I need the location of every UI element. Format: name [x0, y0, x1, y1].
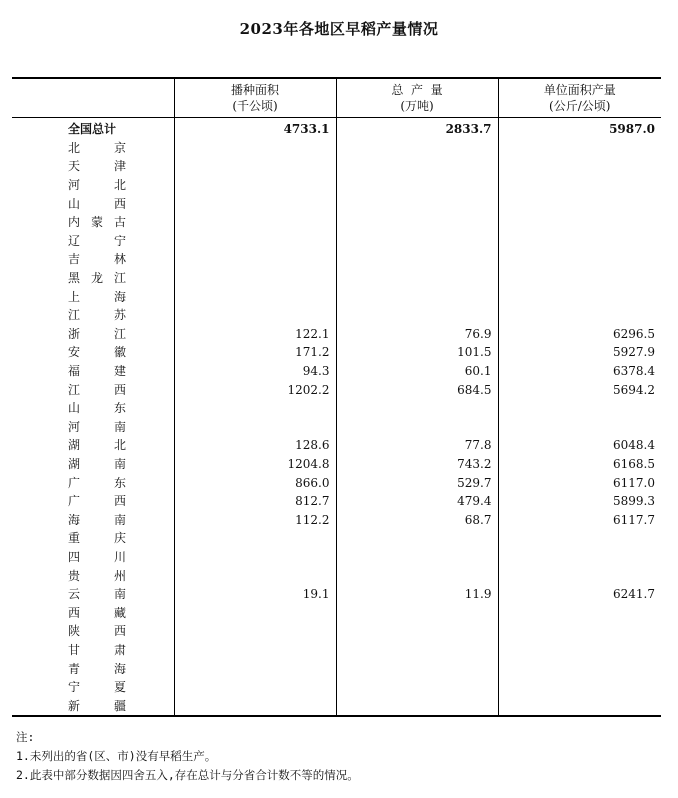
header-total-output	[336, 78, 498, 118]
total-output-cell	[336, 176, 498, 195]
sown-area-cell	[174, 269, 336, 288]
region-name: 甘肃	[68, 642, 126, 657]
header-total-output-label: 总 产 量	[391, 83, 443, 97]
yield-cell	[498, 418, 661, 437]
region-name: 四川	[68, 549, 126, 564]
total-output-cell	[336, 139, 498, 158]
table-row	[12, 250, 661, 269]
table-row	[12, 176, 661, 195]
total-output-cell	[336, 678, 498, 697]
region-name: 福建	[68, 364, 126, 379]
region-cell	[12, 510, 174, 529]
table-row	[12, 659, 661, 678]
table-row	[12, 678, 661, 697]
header-sown-area-unit: (千公顷)	[232, 99, 278, 113]
sown-area-cell: 1204.8	[174, 455, 336, 474]
yield-cell: 6168.5	[498, 455, 661, 474]
total-output-cell: 743.2	[336, 455, 498, 474]
yield-cell	[498, 232, 661, 251]
yield-cell	[498, 622, 661, 641]
table-row	[12, 622, 661, 641]
region-cell	[12, 194, 174, 213]
table-row	[12, 603, 661, 622]
table-row	[12, 287, 661, 306]
sown-area-cell: 866.0	[174, 473, 336, 492]
region-name: 陕西	[68, 624, 126, 639]
total-output-cell	[336, 306, 498, 325]
region-name: 广东	[68, 475, 126, 490]
total-output-cell	[336, 603, 498, 622]
table-row	[12, 696, 661, 716]
sown-area-cell: 4733.1	[174, 118, 336, 139]
page-title: 2023年各地区早稻产量情况	[239, 20, 439, 38]
total-output-cell	[336, 213, 498, 232]
region-name: 青海	[68, 661, 126, 676]
table-row	[12, 566, 661, 585]
yield-cell	[498, 529, 661, 548]
region-cell	[12, 566, 174, 585]
region-name: 吉林	[68, 252, 126, 267]
header-sown-area	[174, 78, 336, 118]
region-cell	[12, 343, 174, 362]
sown-area-cell: 112.2	[174, 510, 336, 529]
region-cell	[12, 641, 174, 660]
footnote-label: 注:	[16, 730, 35, 744]
table-row	[12, 473, 661, 492]
total-output-cell: 479.4	[336, 492, 498, 511]
total-output-cell: 2833.7	[336, 118, 498, 139]
sown-area-cell	[174, 139, 336, 158]
region-name: 河北	[68, 178, 126, 193]
total-output-cell	[336, 287, 498, 306]
region-cell	[12, 139, 174, 158]
yield-cell	[498, 696, 661, 716]
region-cell	[12, 380, 174, 399]
total-output-cell	[336, 622, 498, 641]
region-name: 天津	[68, 159, 126, 174]
region-cell	[12, 306, 174, 325]
rice-production-table	[12, 77, 661, 717]
total-output-cell	[336, 250, 498, 269]
region-name: 新疆	[68, 698, 126, 713]
total-output-cell	[336, 696, 498, 716]
region-name: 北京	[68, 140, 126, 155]
total-output-cell	[336, 399, 498, 418]
yield-cell	[498, 678, 661, 697]
yield-cell: 5987.0	[498, 118, 661, 139]
yield-cell: 5694.2	[498, 380, 661, 399]
yield-cell	[498, 176, 661, 195]
region-cell	[12, 436, 174, 455]
footnote-1: 1.未列出的省(区、市)没有早稻生产。	[16, 749, 217, 763]
table-row	[12, 306, 661, 325]
region-cell	[12, 529, 174, 548]
yield-cell: 6048.4	[498, 436, 661, 455]
table-row	[12, 325, 661, 344]
sown-area-cell	[174, 157, 336, 176]
region-name: 山东	[68, 401, 126, 416]
yield-cell	[498, 194, 661, 213]
sown-area-cell	[174, 622, 336, 641]
table-row	[12, 213, 661, 232]
table-row	[12, 399, 661, 418]
yield-cell	[498, 566, 661, 585]
region-name: 江苏	[68, 308, 126, 323]
region-cell	[12, 659, 174, 678]
total-output-cell	[336, 269, 498, 288]
region-name: 辽宁	[68, 233, 126, 248]
yield-cell	[498, 269, 661, 288]
sown-area-cell	[174, 678, 336, 697]
sown-area-cell	[174, 548, 336, 567]
total-output-cell: 68.7	[336, 510, 498, 529]
sown-area-cell	[174, 250, 336, 269]
region-cell	[12, 325, 174, 344]
yield-cell	[498, 287, 661, 306]
region-name: 湖北	[68, 438, 126, 453]
header-yield	[498, 78, 661, 118]
region-cell	[12, 287, 174, 306]
region-name: 云南	[68, 587, 126, 602]
table-row	[12, 194, 661, 213]
sown-area-cell	[174, 603, 336, 622]
region-cell	[12, 678, 174, 697]
table-row	[12, 232, 661, 251]
region-cell	[12, 473, 174, 492]
header-yield-label: 单位面积产量	[543, 83, 616, 97]
sown-area-cell	[174, 306, 336, 325]
table-row	[12, 362, 661, 381]
sown-area-cell	[174, 418, 336, 437]
table-row	[12, 343, 661, 362]
region-cell	[12, 585, 174, 604]
footnote-2: 2.此表中部分数据因四舍五入,存在总计与分省合计数不等的情况。	[16, 768, 359, 782]
yield-cell	[498, 250, 661, 269]
region-name: 江西	[68, 382, 126, 397]
sown-area-cell	[174, 232, 336, 251]
table-row	[12, 139, 661, 158]
sown-area-cell	[174, 213, 336, 232]
total-output-cell	[336, 529, 498, 548]
yield-cell: 5927.9	[498, 343, 661, 362]
sown-area-cell	[174, 641, 336, 660]
table-row	[12, 492, 661, 511]
region-name: 湖南	[68, 456, 126, 471]
region-name: 安徽	[68, 345, 126, 360]
table-row	[12, 641, 661, 660]
region-name: 广西	[68, 494, 126, 509]
region-name: 上海	[68, 289, 126, 304]
yield-cell: 6241.7	[498, 585, 661, 604]
table-body	[12, 118, 661, 717]
yield-cell	[498, 399, 661, 418]
sown-area-cell: 171.2	[174, 343, 336, 362]
region-cell	[12, 603, 174, 622]
sown-area-cell	[174, 659, 336, 678]
total-output-cell: 529.7	[336, 473, 498, 492]
table-row	[12, 436, 661, 455]
sown-area-cell	[174, 529, 336, 548]
total-output-cell: 684.5	[336, 380, 498, 399]
yield-cell: 6117.0	[498, 473, 661, 492]
region-name: 河南	[68, 419, 126, 434]
region-cell	[12, 213, 174, 232]
region-name: 宁夏	[68, 680, 126, 695]
region-name: 内蒙古	[68, 215, 126, 230]
yield-cell	[498, 548, 661, 567]
region-cell	[12, 118, 174, 139]
yield-cell: 6296.5	[498, 325, 661, 344]
region-name: 西藏	[68, 605, 126, 620]
total-output-cell	[336, 659, 498, 678]
total-output-cell	[336, 418, 498, 437]
region-cell	[12, 492, 174, 511]
sown-area-cell: 812.7	[174, 492, 336, 511]
region-name: 黑龙江	[68, 271, 126, 286]
table-row	[12, 529, 661, 548]
total-output-cell	[336, 548, 498, 567]
region-cell	[12, 696, 174, 716]
region-cell	[12, 269, 174, 288]
sown-area-cell: 19.1	[174, 585, 336, 604]
region-cell	[12, 176, 174, 195]
total-output-cell	[336, 232, 498, 251]
sown-area-cell	[174, 194, 336, 213]
region-name: 全国总计	[68, 122, 117, 137]
region-cell	[12, 250, 174, 269]
table-row	[12, 418, 661, 437]
yield-cell	[498, 659, 661, 678]
sown-area-cell	[174, 566, 336, 585]
total-output-cell	[336, 566, 498, 585]
header-region	[12, 78, 174, 118]
yield-cell	[498, 139, 661, 158]
region-cell	[12, 232, 174, 251]
table-row	[12, 585, 661, 604]
region-cell	[12, 455, 174, 474]
table-row	[12, 118, 661, 139]
sown-area-cell	[174, 287, 336, 306]
total-output-cell	[336, 157, 498, 176]
table-row	[12, 455, 661, 474]
table-row	[12, 380, 661, 399]
yield-cell	[498, 603, 661, 622]
region-cell	[12, 399, 174, 418]
total-output-cell: 11.9	[336, 585, 498, 604]
sown-area-cell	[174, 176, 336, 195]
yield-cell	[498, 157, 661, 176]
sown-area-cell: 122.1	[174, 325, 336, 344]
total-output-cell	[336, 194, 498, 213]
region-name: 海南	[68, 512, 126, 527]
table-row	[12, 157, 661, 176]
table-row	[12, 269, 661, 288]
total-output-cell: 101.5	[336, 343, 498, 362]
region-name: 贵州	[68, 568, 126, 583]
sown-area-cell: 1202.2	[174, 380, 336, 399]
sown-area-cell	[174, 696, 336, 716]
table-row	[12, 510, 661, 529]
total-output-cell: 76.9	[336, 325, 498, 344]
yield-cell: 6117.7	[498, 510, 661, 529]
table-row	[12, 548, 661, 567]
yield-cell	[498, 641, 661, 660]
table-header-row	[12, 78, 661, 118]
yield-cell	[498, 306, 661, 325]
region-cell	[12, 157, 174, 176]
header-yield-unit: (公斤/公顷)	[549, 99, 611, 113]
region-name: 山西	[68, 196, 126, 211]
yield-cell: 6378.4	[498, 362, 661, 381]
yield-cell: 5899.3	[498, 492, 661, 511]
total-output-cell: 60.1	[336, 362, 498, 381]
header-sown-area-label: 播种面积	[230, 83, 279, 97]
total-output-cell: 77.8	[336, 436, 498, 455]
sown-area-cell	[174, 399, 336, 418]
region-name: 重庆	[68, 531, 126, 546]
sown-area-cell: 128.6	[174, 436, 336, 455]
footnotes	[16, 728, 359, 785]
region-cell	[12, 548, 174, 567]
region-name: 浙江	[68, 326, 126, 341]
yield-cell	[498, 213, 661, 232]
total-output-cell	[336, 641, 498, 660]
header-total-output-unit: (万吨)	[400, 99, 434, 113]
region-cell	[12, 622, 174, 641]
region-cell	[12, 418, 174, 437]
sown-area-cell: 94.3	[174, 362, 336, 381]
region-cell	[12, 362, 174, 381]
